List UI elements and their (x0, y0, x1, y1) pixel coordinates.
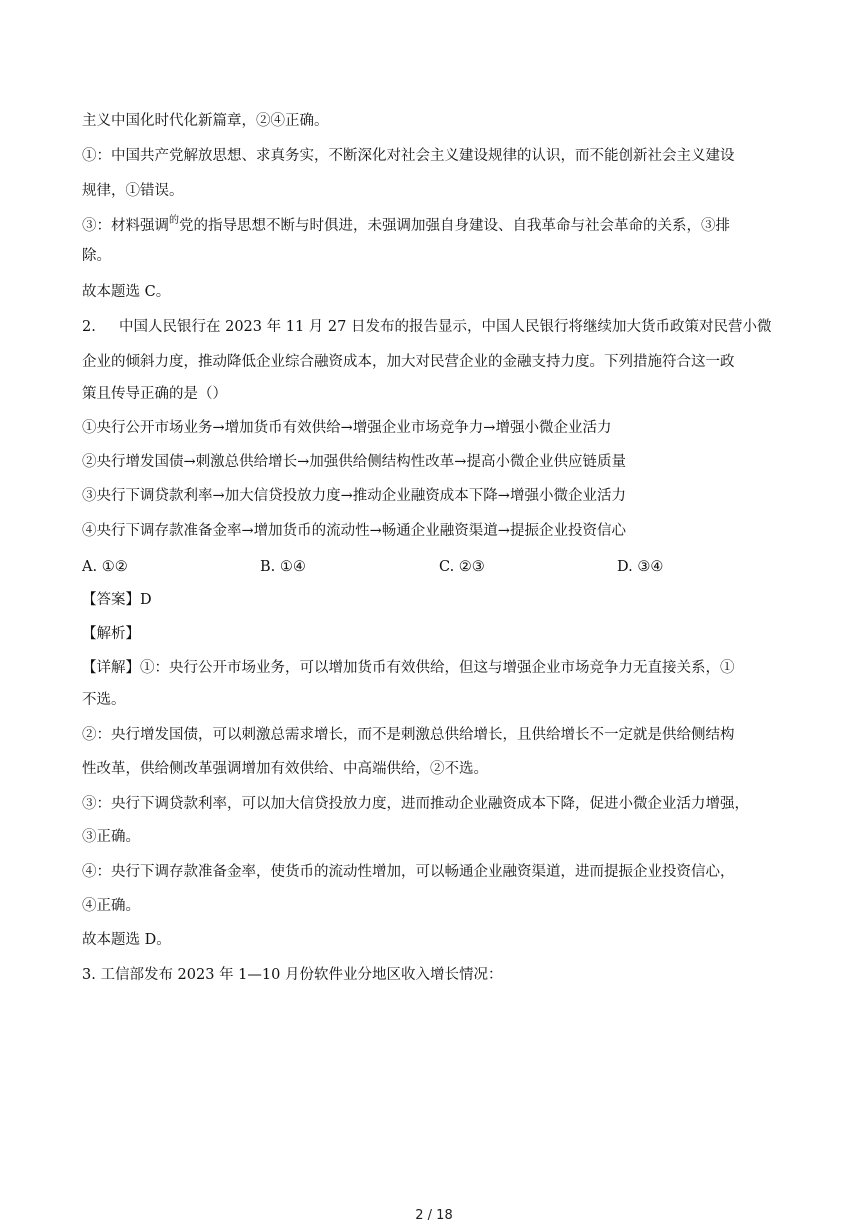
analysis-label: 【解析】 (82, 626, 140, 642)
text-fragment: 党的指导思想不断与时俱进，未强调加强自身建设、自我革命与社会革命的关系，③排 (179, 218, 730, 234)
text-line: ①：中国共产党解放思想、求真务实，不断深化对社会主义建设规律的认识，而不能创新社会主义建设 (82, 148, 735, 164)
question-text: 中国人民银行在 2023 年 11 月 27 日发布的报告显示，中国人民银行将继续加大货币政策对民营小微 (119, 319, 772, 335)
explanation-line: 【详解】①：央行公开市场业务，可以增加货币有效供给，但这与增强企业市场竞争力无直接关系，① (82, 660, 735, 676)
statement-3: ③央行下调贷款利率→加大信贷投放力度→推动企业融资成本下降→增强小微企业活力 (82, 488, 626, 504)
question-3-stem: 3. 工信部发布 2023 年 1—10 月份软件业分地区收入增长情况： (82, 967, 503, 983)
question-2-stem (82, 316, 792, 338)
option-c: C. ②③ (439, 559, 485, 575)
option-a: A. ①② (82, 559, 128, 575)
explanation-line: 故本题选 D。 (82, 932, 171, 948)
explanation-line: 不选。 (82, 692, 126, 708)
superscript-char: 的 (169, 215, 179, 226)
text-line (82, 215, 792, 239)
text-line: 策且传导正确的是（） (82, 386, 227, 402)
text-line: 主义中国化时代化新篇章，②④正确。 (82, 113, 329, 129)
statement-4: ④央行下调存款准备金率→增加货币的流动性→畅通企业融资渠道→提振企业投资信心 (82, 523, 626, 539)
explanation-line: ②：央行增发国债，可以刺激总需求增长，而不是刺激总供给增长，且供给增长不一定就是供给侧结构 (82, 727, 735, 743)
option-d: D. ③④ (617, 559, 664, 575)
statement-1: ①央行公开市场业务→增加货币有效供给→增强企业市场竞争力→增强小微企业活力 (82, 420, 612, 436)
explanation-line: ③正确。 (82, 829, 140, 845)
explanation-line: ④正确。 (82, 898, 140, 914)
question-number: 2. (82, 319, 96, 335)
text-line: 除。 (82, 248, 111, 264)
explanation-line: ③：央行下调贷款利率，可以加大信贷投放力度，进而推动企业融资成本下降，促进小微企业活力增强， (82, 796, 749, 812)
statement-2: ②央行增发国债→刺激总供给增长→加强供给侧结构性改革→提高小微企业供应链质量 (82, 454, 626, 470)
text-line: 规律，①错误。 (82, 183, 184, 199)
page-number: 2 / 18 (415, 1208, 453, 1223)
answer-label: 【答案】D (82, 592, 152, 608)
text-line: 故本题选 C。 (82, 284, 171, 300)
text-fragment: ③：材料强调 (82, 218, 169, 234)
text-line: 企业的倾斜力度，推动降低企业综合融资成本，加大对民营企业的金融支持力度。下列措施符合这一政 (82, 354, 735, 370)
explanation-line: ④：央行下调存款准备金率，使货币的流动性增加，可以畅通企业融资渠道，进而提振企业投资信心， (82, 864, 735, 880)
explanation-line: 性改革，供给侧改革强调增加有效供给、中高端供给，②不选。 (82, 761, 488, 777)
option-b: B. ①④ (260, 559, 306, 575)
